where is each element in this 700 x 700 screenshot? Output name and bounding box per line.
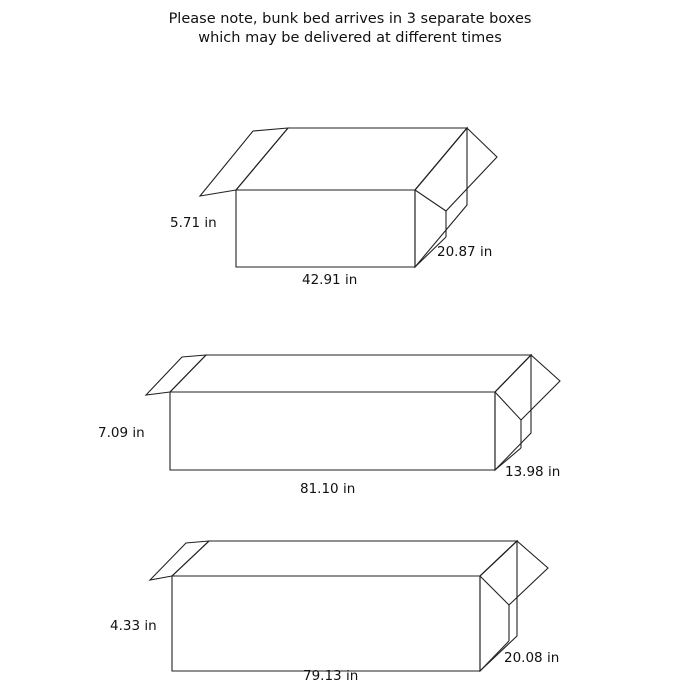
box-2-depth-label: 13.98 in [505,464,561,480]
shipping-note-line-2: which may be delivered at different times [198,30,502,46]
box-2-height-label: 7.09 in [98,425,145,441]
box-3-shape [150,541,548,671]
box-1-height-label: 5.71 in [170,215,217,231]
box-3-width-label: 79.13 in [303,668,359,684]
box-3-height-label: 4.33 in [110,618,157,634]
box-3-depth-label: 20.08 in [504,650,560,666]
shipping-note-line-1: Please note, bunk bed arrives in 3 separate boxes [168,11,532,27]
box-1-width-label: 42.91 in [302,272,358,288]
box-1-depth-label: 20.87 in [437,244,493,260]
box-2-width-label: 81.10 in [300,481,356,497]
box-2-shape [146,355,560,470]
